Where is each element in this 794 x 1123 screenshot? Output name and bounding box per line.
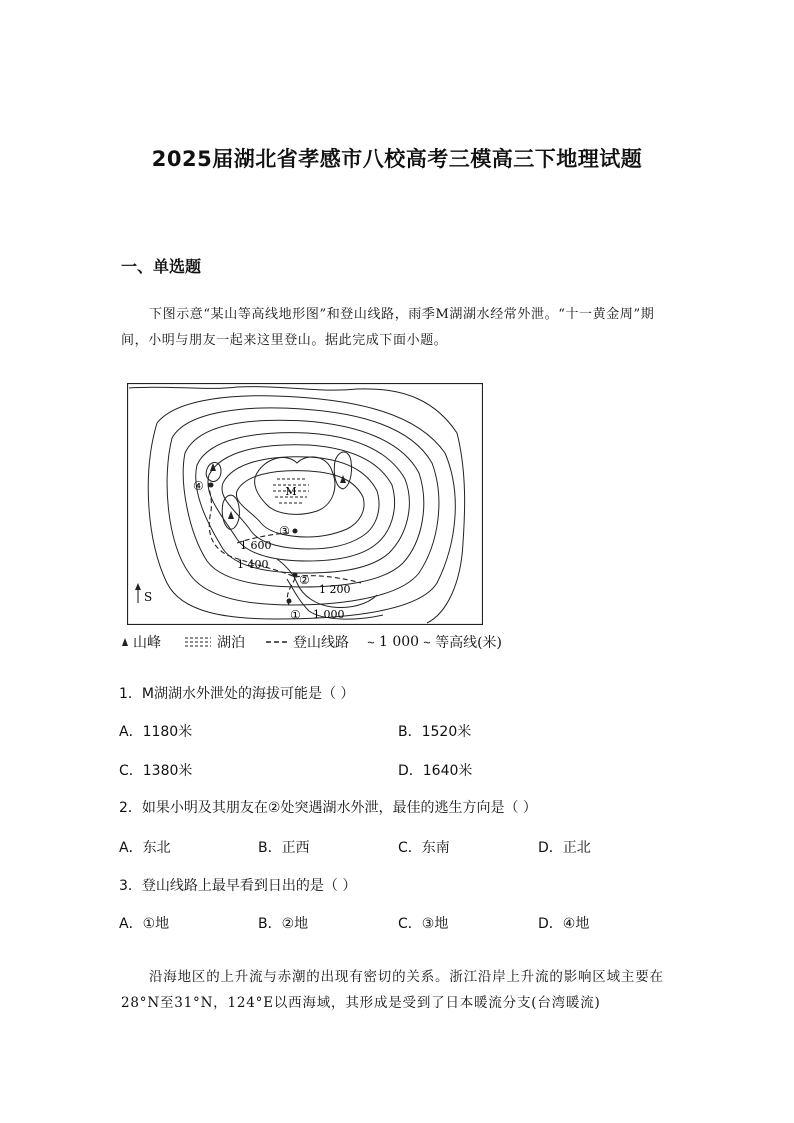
contour-label: 1 200: [319, 583, 351, 596]
point-marker: [293, 573, 298, 578]
q3-option-c[interactable]: C．③地: [398, 916, 449, 932]
question-3: 3．登山线路上最早看到日出的是（ ）: [119, 878, 357, 894]
contour-label: 1 000: [313, 608, 345, 621]
contour-map: [127, 383, 483, 625]
point-label-1: ①: [290, 608, 301, 622]
route-legend-icon: [265, 637, 289, 647]
q2-option-d[interactable]: D．正北: [538, 840, 591, 856]
lake-legend-icon: [183, 635, 213, 649]
q3-option-a[interactable]: A．①地: [119, 916, 170, 932]
point-marker: [293, 529, 298, 534]
q1-option-b[interactable]: B．1520米: [398, 724, 472, 740]
map-legend: [121, 632, 502, 652]
intro-paragraph: 下图示意“某山等高线地形图”和登山线路，雨季M湖湖水经常外泄。“十一黄金周”期间，小明与朋友一起来这里登山。据此完成下面小题。: [121, 307, 655, 348]
point-marker: [209, 483, 214, 488]
legend-lake: 湖泊: [217, 635, 245, 651]
page-title: 2025届湖北省孝感市八校高考三模高三下地理试题: [151, 147, 643, 171]
q2-option-c[interactable]: C．东南: [398, 840, 450, 856]
q1-option-d[interactable]: D．1640米: [398, 763, 473, 779]
section-heading: 一、单选题: [121, 257, 202, 276]
svg-text:S: S: [144, 590, 153, 604]
legend-contour: 等高线(米): [435, 635, 503, 651]
contour-legend-icon: [367, 637, 375, 647]
point-marker: [287, 599, 292, 604]
q3-option-b[interactable]: B．②地: [258, 916, 309, 932]
q1-option-c[interactable]: C．1380米: [119, 763, 193, 779]
contour-legend-icon: [423, 637, 431, 647]
legend-route: 登山线路: [293, 635, 349, 651]
q1-option-a[interactable]: A．1180米: [119, 724, 193, 740]
legend-peak: 山峰: [133, 635, 161, 651]
peak-icon: [121, 637, 129, 647]
passage-paragraph: 沿海地区的上升流与赤潮的出现有密切的关系。浙江沿岸上升流的影响区域主要在28°N至31°N，124°E以西海域，其形成是受到了日本暖流分支(台湾暖流): [121, 969, 664, 1011]
contour-label: 1 400: [237, 558, 269, 571]
contour-label: 1 600: [240, 539, 272, 552]
q2-option-b[interactable]: B．正西: [258, 840, 310, 856]
point-label-2: ②: [299, 573, 310, 587]
lake-label: M: [285, 485, 297, 498]
point-label-3: ③: [279, 524, 290, 538]
question-2: 2．如果小明及其朋友在②处突遇湖水外泄，最佳的逃生方向是（ ）: [119, 800, 537, 816]
q2-option-a[interactable]: A．东北: [119, 840, 171, 856]
map-frame: [128, 384, 483, 625]
legend-contour-value: 1 000: [379, 634, 420, 650]
question-1: 1．M湖湖水外泄处的海拔可能是（ ）: [119, 686, 355, 702]
q3-option-d[interactable]: D．④地: [538, 916, 590, 932]
point-label-4: ④: [193, 479, 204, 493]
